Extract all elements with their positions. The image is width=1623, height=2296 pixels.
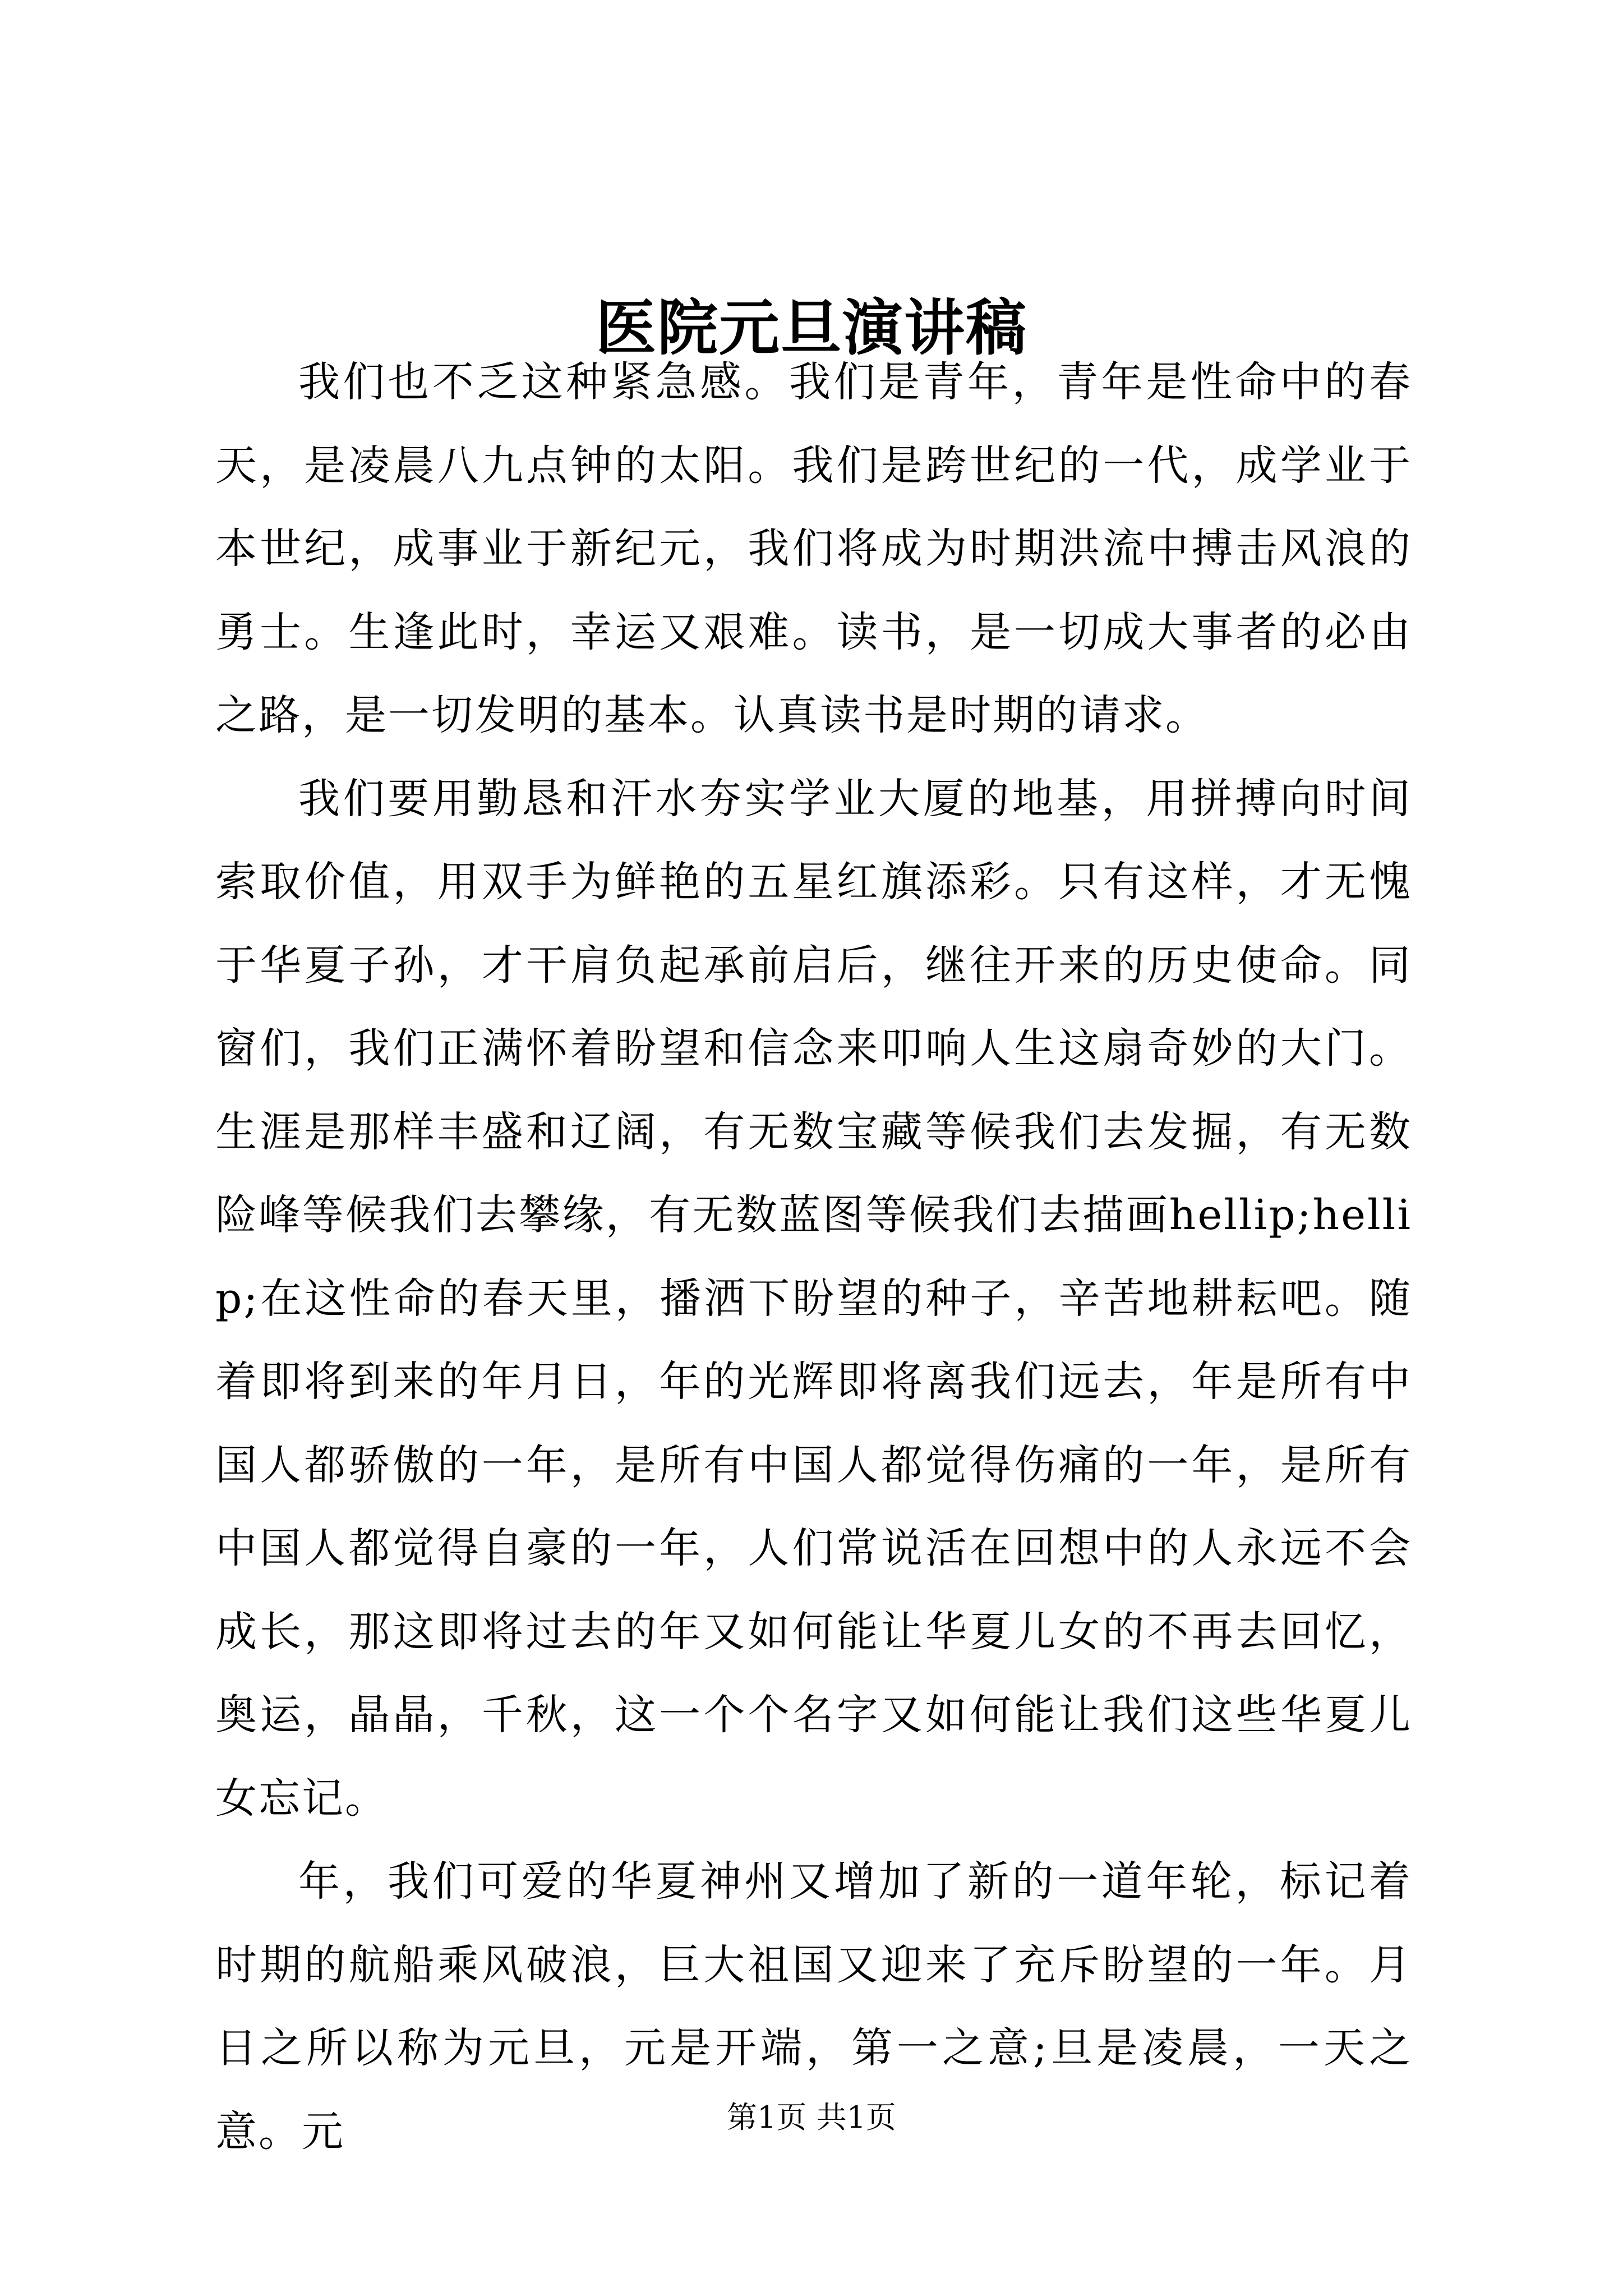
paragraph-1: 我们也不乏这种紧急感。我们是青年，青年是性命中的春天，是凌晨八九点钟的太阳。我们是跨世纪的一代，成学业于本世纪，成事业于新纪元，我们将成为时期洪流中搏击风浪的勇士。生逢此时，幸运又艰难。读书，是一切成大事者的必由之路，是一切发明的基本。认真读书是时期的请求。 (215, 358, 1412, 739)
paragraph-2: 我们要用勤恳和汗水夯实学业大厦的地基，用拼搏向时间索取价值，用双手为鲜艳的五星红旗添彩。只有这样，才无愧于华夏子孙，才干肩负起承前启后，继往开来的历史使命。同窗们，我们正满怀着盼望和信念来叩响人生这扇奇妙的大门。生涯是那样丰盛和辽阔，有无数宝藏等候我们去发掘，有无数险峰等候我们去攀缘，有无数蓝图等候我们去描画hellip;hellip;在这性命的春天里，播洒下盼望的种子，辛苦地耕耘吧。随着即将到来的年月日，年的光辉即将离我们远去，年是所有中国人都骄傲的一年，是所有中国人都觉得伤痛的一年，是所有中国人都觉得自豪的一年，人们常说活在回想中的人永远不会成长，那这即将过去的年又如何能让华夏儿女的不再去回忆，奥运，晶晶，千秋，这一个个名字又如何能让我们这些华夏儿女忘记。 (215, 774, 1412, 1823)
paragraph-3: 年，我们可爱的华夏神州又增加了新的一道年轮，标记着时期的航船乘风破浪，巨大祖国又迎来了充斥盼望的一年。月日之所以称为元旦，元是开端，第一之意;旦是凌晨，一天之意。元 (215, 1857, 1412, 2156)
document-body (215, 341, 1412, 2173)
page-footer: 第1页 共1页 (727, 2100, 896, 2135)
document-title: 医院元旦演讲稿 (595, 293, 1027, 364)
